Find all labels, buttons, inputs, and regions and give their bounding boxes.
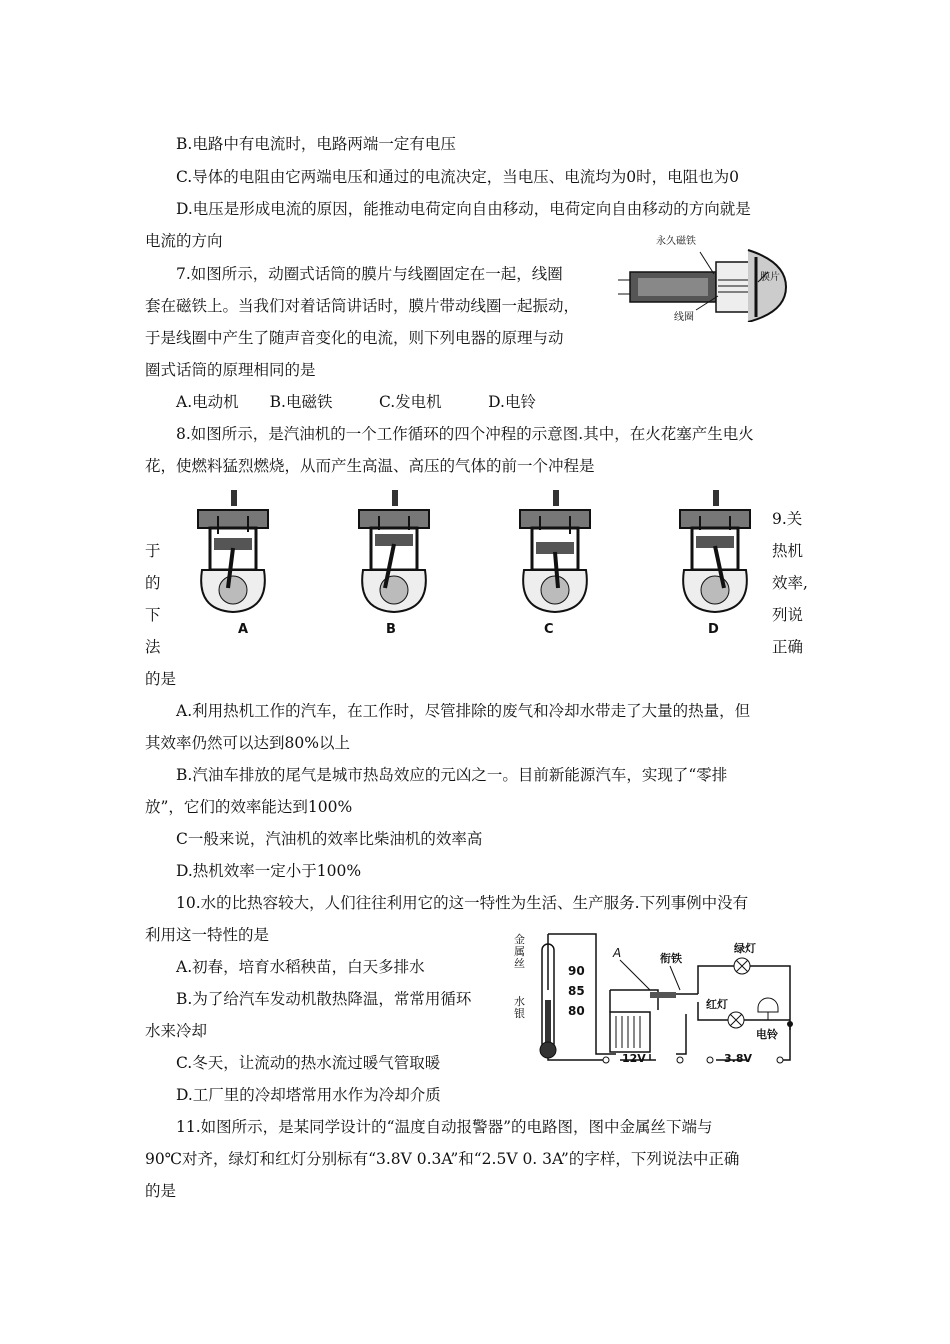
q11-line2: 90℃对齐，绿灯和红灯分别标有“3.8V 0.3A”和“2.5V 0. 3A”的字样，下列说法中正确 (145, 1150, 740, 1168)
q7-line2: 套在磁铁上。当我们对着话筒讲话时，膜片带动线圈一起振动， (145, 297, 580, 315)
q10-option-b-line1: B.为了给汽车发动机散热降温，常常用循环 (176, 990, 472, 1008)
q9-option-c: C一般来说，汽油机的效率比柴油机的效率高 (176, 830, 483, 848)
q9-right-line-5: 正确 (772, 638, 804, 656)
q10-option-d: D.工厂里的冷却塔常用水作为冷却介质 (176, 1086, 441, 1104)
q10-option-b-line2: 水来冷却 (145, 1022, 208, 1040)
q6-option-c: C.导体的电阻由它两端电压和通过的电流决定，当电压、电流均为0时，电阻也为0 (176, 168, 739, 186)
q9-option-d: D.热机效率一定小于100% (176, 862, 362, 880)
q10-option-a: A.初春，培育水稻秧苗，白天多排水 (176, 958, 425, 976)
engine-stroke-c (510, 488, 600, 637)
voltage-3-8v-label: 3.8V (724, 1052, 752, 1065)
q6-option-b: B.电路中有电流时，电路两端一定有电压 (176, 135, 456, 153)
mercury-label: 水银 (514, 995, 525, 1020)
green-lamp-label: 绿灯 (734, 942, 756, 955)
q9-option-a-line2: 其效率仍然可以达到80%以上 (145, 734, 350, 752)
q8-line1: 8.如图所示，是汽油机的一个工作循环的四个冲程的示意图.其中，在火花塞产生电火 (176, 425, 754, 443)
q7-line1: 7.如图所示，动圈式话筒的膜片与线圈固定在一起，线圈 (176, 265, 563, 283)
q9-left-char-4: 法 (145, 638, 161, 656)
q9-left-char-3: 下 (145, 606, 161, 624)
alarm-circuit-figure (510, 930, 806, 1070)
q6-option-d-line2: 电流的方向 (145, 232, 223, 250)
q9-right-line-3: 效率, (772, 574, 808, 592)
q9-stem-tail: 的是 (145, 670, 177, 688)
voltage-12v-label: 12V (622, 1052, 646, 1065)
q9-left-char-2: 的 (145, 574, 161, 592)
q9-left-char-1: 于 (145, 542, 161, 560)
q7-options: A.电动机 B.电磁铁 C.发电机 D.电铃 (176, 393, 536, 411)
q9-option-b-line1: B.汽油车排放的尾气是城市热岛效应的元凶之一。目前新能源汽车，实现了“零排 (176, 766, 728, 784)
bell-label: 电铃 (756, 1028, 778, 1041)
q11-line3: 的是 (145, 1182, 177, 1200)
engine-label-c: C (544, 622, 554, 637)
engine-stroke-b (349, 488, 439, 637)
engine-label-a: A (238, 622, 249, 637)
engine-label-d: D (708, 622, 719, 637)
q11-line1: 11.如图所示，是某同学设计的“温度自动报警器”的电路图，图中金属丝下端与 (176, 1118, 713, 1136)
engine-label-b: B (386, 622, 396, 637)
q9-option-b-line2: 放”，它们的效率能达到100% (145, 798, 353, 816)
scale-80: 80 (568, 1004, 585, 1018)
q9-right-line-2: 热机 (772, 542, 804, 560)
q8-line2: 花，使燃料猛烈燃烧，从而产生高温、高压的气体的前一个冲程是 (145, 457, 595, 475)
diaphragm-label: 膜片 (760, 272, 780, 283)
q9-option-a-line1: A.利用热机工作的汽车，在工作时，尽管排除的废气和冷却水带走了大量的热量，但 (176, 702, 751, 720)
q9-right-line-4: 列说 (772, 606, 804, 624)
engine-stroke-d (670, 488, 760, 637)
red-lamp-label: 红灯 (706, 998, 728, 1011)
q6-option-d-line1: D.电压是形成电流的原因，能推动电荷定向自由移动，电荷定向自由移动的方向就是 (176, 200, 751, 218)
coil-label: 线圈 (674, 312, 694, 323)
point-a-label: A (613, 946, 622, 960)
q7-line4: 圈式话筒的原理相同的是 (145, 361, 316, 379)
magnet-label: 永久磁铁 (656, 236, 696, 247)
armature-label: 衔铁 (660, 952, 682, 965)
engine-stroke-a (188, 488, 278, 637)
scale-85: 85 (568, 984, 585, 998)
q7-line3: 于是线圈中产生了随声音变化的电流，则下列电器的原理与动 (145, 329, 564, 347)
metal-wire-label: 金属丝 (514, 933, 525, 970)
microphone-figure (618, 232, 788, 322)
q10-option-c: C.冬天，让流动的热水流过暖气管取暖 (176, 1054, 441, 1072)
scale-90: 90 (568, 964, 585, 978)
q10-line1: 10.水的比热容较大，人们往往利用它的这一特性为生活、生产服务.下列事例中没有 (176, 894, 749, 912)
q10-line2: 利用这一特性的是 (145, 926, 270, 944)
q9-right-line-1: 9.关 (772, 510, 803, 528)
